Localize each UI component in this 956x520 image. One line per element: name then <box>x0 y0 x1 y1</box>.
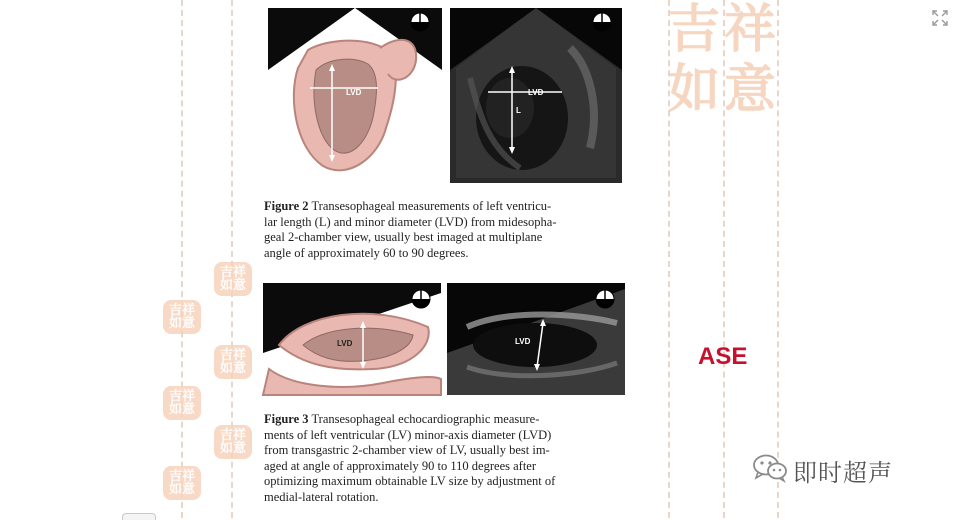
figure3-caption-line: optimizing maximum obtainable LV size by adjustment of <box>264 474 556 488</box>
figure3-schematic-panel <box>263 283 441 395</box>
probe-orientation-icon <box>593 13 611 31</box>
figure2-caption-line: angle of approximately 60 to 90 degrees. <box>264 245 469 260</box>
brand-name: 即时超声 <box>793 459 893 487</box>
wechat-icon <box>752 453 788 483</box>
figure2-schematic-panel <box>268 8 442 183</box>
probe-orientation-icon <box>412 290 430 308</box>
watermark-seal: 吉祥 如意 <box>163 386 201 420</box>
watermark-seal: 吉祥 如意 <box>163 300 201 334</box>
probe-orientation-icon <box>411 13 429 31</box>
figure2-caption <box>264 199 626 261</box>
figure2-caption-label: Figure 2 <box>264 199 309 213</box>
scroll-handle[interactable] <box>122 513 156 520</box>
figure3-caption-line: Transesophageal echocardiographic measure- <box>311 412 540 426</box>
figure2-caption-line: lar length (L) and minor diameter (LVD) from midesopha- <box>264 214 557 229</box>
figure3-caption-line: aged at angle of approximately 90 to 110 degrees after <box>264 458 536 473</box>
watermark-seal: 吉祥 如意 <box>214 262 252 296</box>
watermark-seal: 吉祥 如意 <box>214 345 252 379</box>
figure3-caption-label: Figure 3 <box>264 412 309 426</box>
probe-orientation-icon <box>596 290 614 308</box>
watermark-seal: 吉祥 如意 <box>163 466 201 500</box>
figure2-length-label: L <box>516 106 521 115</box>
figure3-caption <box>264 412 626 504</box>
expand-icon[interactable] <box>931 9 949 27</box>
watermark-seal: 吉祥 如意 <box>214 425 252 459</box>
figure2-echo-panel <box>450 8 622 183</box>
watermark-calligraphy: 吉祥 如意 <box>668 0 781 120</box>
ase-label: ASE <box>698 343 748 370</box>
figure2-left-lvd-label: LVD <box>346 88 362 97</box>
figure3-echo-panel <box>447 283 625 395</box>
figure3-right-lvd-label: LVD <box>515 337 531 346</box>
figure2-right-lvd-label: LVD <box>528 88 544 97</box>
figure2-caption-line: geal 2-chamber view, usually best imaged at multiplane <box>264 230 543 244</box>
figure3-left-lvd-label: LVD <box>337 339 353 348</box>
dashed-guide-1 <box>181 0 183 518</box>
figure3-caption-line: from transgastric 2-chamber view of LV, usually best im- <box>264 443 550 457</box>
figure3-caption-line: ments of left ventricular (LV) minor-axis diameter (LVD) <box>264 427 552 442</box>
figure3-caption-line: medial-lateral rotation. <box>264 489 379 504</box>
figure2-caption-line: Transesophageal measurements of left ventricu- <box>311 199 552 213</box>
